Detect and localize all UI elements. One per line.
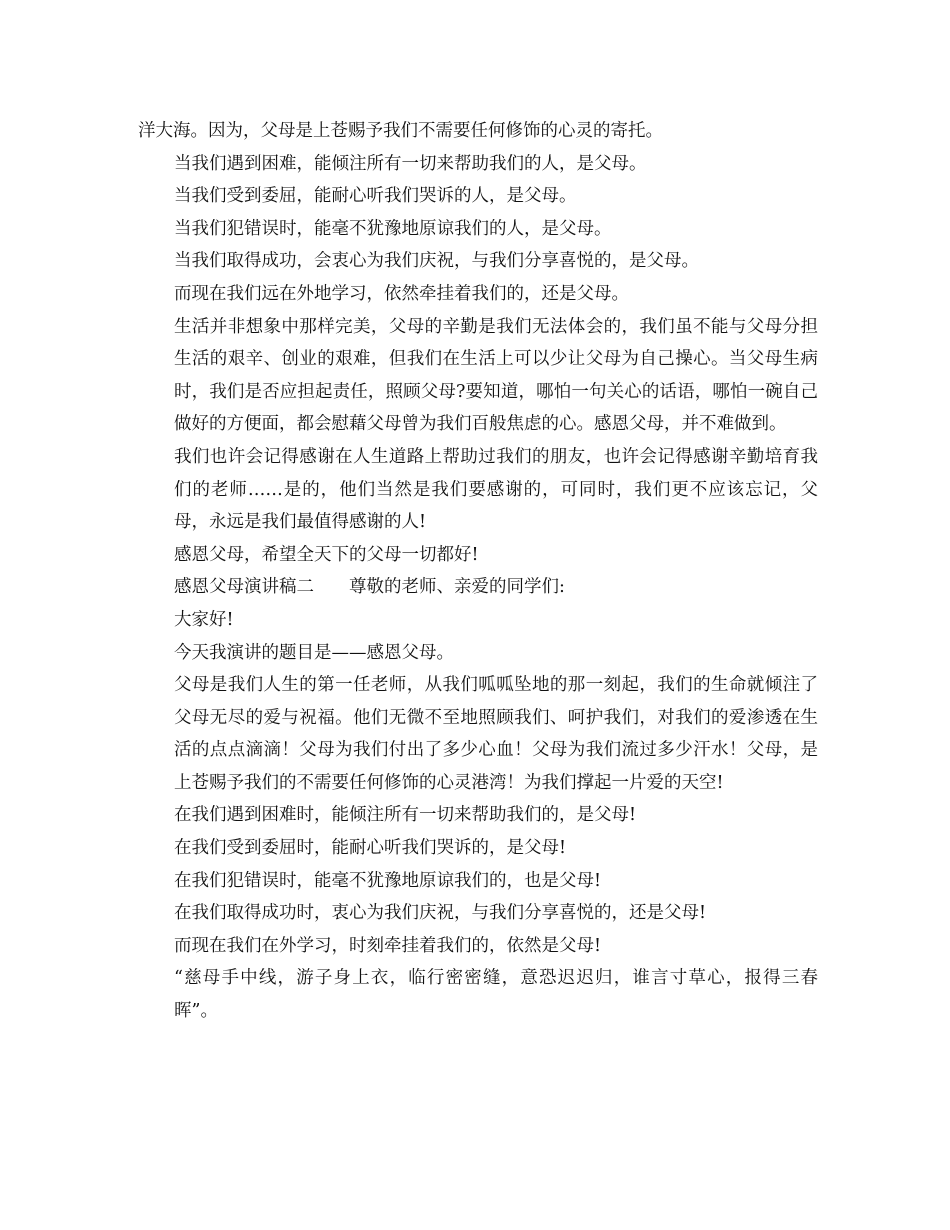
paragraph: 在我们受到委屈时，能耐心听我们哭诉的，是父母! bbox=[174, 838, 567, 859]
paragraph: 而现在我们远在外地学习，依然牵挂着我们的，还是父母。 bbox=[174, 283, 629, 304]
poem-quote: “慈母手中线，游子身上衣，临行密密缝，意恐迟迟归，谁言寸草心，报得三春晖”。 bbox=[174, 968, 818, 1022]
paragraph: 当我们犯错误时，能毫不犹豫地原谅我们的人，是父母。 bbox=[174, 218, 612, 239]
paragraph-continuation: 洋大海。因为，父母是上苍赐予我们不需要任何修饰的心灵的寄托。 bbox=[138, 121, 663, 141]
paragraph: 父母是我们人生的第一任老师，从我们呱呱坠地的那一刻起，我们的生命就倾注了父母无尽的爱与祝福。他们无微不至地照顾我们、呵护我们，对我们的爱渗透在生活的点点滴滴！父母为我们付出了多少心血！父母为我们流过多少汗水！父母，是上苍赐予我们的不需要任何修饰的心灵港湾！为我们撑起一片爱的天空! bbox=[174, 675, 818, 793]
paragraph: 在我们犯错误时，能毫不犹豫地原谅我们的，也是父母! bbox=[174, 870, 602, 891]
paragraph: 在我们遇到困难时，能倾注所有一切来帮助我们的，是父母! bbox=[174, 805, 637, 826]
speech-heading: 感恩父母演讲稿二 尊敬的老师、亲爱的同学们: bbox=[174, 577, 565, 598]
paragraph: 今天我演讲的题目是——感恩父母。 bbox=[174, 642, 454, 663]
document-body bbox=[138, 115, 818, 1028]
paragraph: 感恩父母，希望全天下的父母一切都好! bbox=[174, 544, 479, 565]
paragraph: 而现在我们在外学习，时刻牵挂着我们的，依然是父母! bbox=[174, 935, 602, 956]
paragraph: 当我们受到委屈，能耐心听我们哭诉的人，是父母。 bbox=[174, 186, 577, 207]
paragraph: 在我们取得成功时，衷心为我们庆祝，与我们分享喜悦的，还是父母! bbox=[174, 903, 707, 924]
paragraph: 当我们遇到困难，能倾注所有一切来帮助我们的人，是父母。 bbox=[174, 153, 647, 174]
paragraph: 当我们取得成功，会衷心为我们庆祝，与我们分享喜悦的，是父母。 bbox=[174, 251, 699, 272]
paragraph: 生活并非想象中那样完美，父母的辛勤是我们无法体会的，我们虽不能与父母分担生活的艰辛、创业的艰难，但我们在生活上可以少让父母为自己操心。当父母生病时，我们是否应担起责任，照顾父母?要知道，哪怕一句关心的话语，哪怕一碗自己做好的方便面，都会慰藉父母曾为我们百般焦虑的心。感恩父母，并不难做到。 bbox=[174, 316, 818, 435]
greeting: 大家好! bbox=[174, 609, 234, 630]
paragraph: 我们也许会记得感谢在人生道路上帮助过我们的朋友，也许会记得感谢辛勤培育我们的老师……是的，他们当然是我们要感谢的，可同时，我们更不应该忘记，父母，永远是我们最值得感谢的人! bbox=[174, 446, 818, 533]
